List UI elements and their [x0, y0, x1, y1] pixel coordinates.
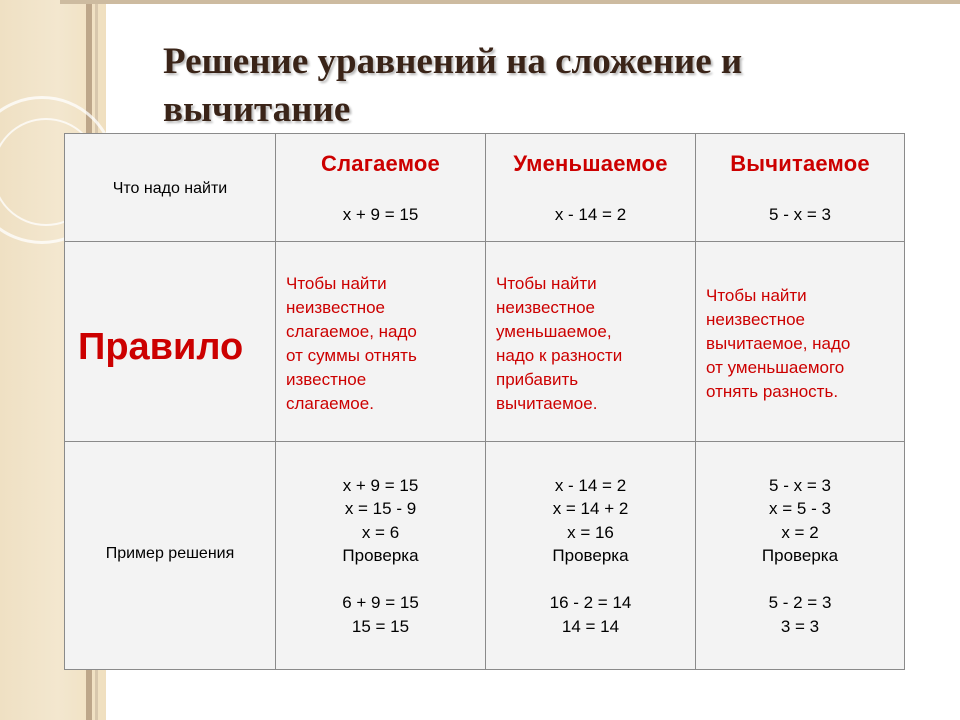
rule-line: отнять разность.: [706, 382, 839, 402]
cell-what-to-find: [65, 134, 276, 242]
cell-example-addend: [276, 441, 486, 669]
rule-line: вычитаемое.: [496, 394, 598, 414]
solution-line: Проверка: [761, 546, 839, 566]
solution-line: х = 2: [781, 522, 819, 542]
solution-line: 5 - 2 = 3: [768, 593, 832, 613]
rule-line: прибавить: [496, 370, 579, 390]
row-label-what-to-find: Что надо найти: [112, 180, 228, 197]
rule-line: Чтобы найти: [496, 274, 597, 294]
rule-line: известное: [286, 370, 367, 390]
solution-line: 3 = 3: [780, 616, 820, 636]
example-solution-addend: [276, 474, 485, 639]
column-header-addend: Слагаемое: [321, 151, 440, 176]
solution-line: 15 = 15: [351, 616, 410, 636]
column-header-minuend: Уменьшаемое: [513, 151, 668, 176]
rule-line: неизвестное: [706, 310, 806, 330]
solution-line: 5 - х = 3: [769, 475, 831, 495]
solution-line: х - 14 = 2: [554, 475, 627, 495]
example-solution-subtrahend: [696, 474, 904, 639]
solution-line: 6 + 9 = 15: [342, 593, 419, 613]
solution-line: [486, 568, 695, 592]
cell-minuend-header: [486, 134, 696, 242]
row-label-rule: Правило: [78, 326, 244, 369]
rule-line: Чтобы найти: [286, 274, 387, 294]
cell-rule-subtrahend: [696, 242, 905, 441]
rule-line: неизвестное: [286, 298, 386, 318]
rule-line: слагаемое, надо: [286, 322, 417, 342]
solution-line: х = 15 - 9: [344, 499, 417, 519]
rule-text-addend: [286, 272, 417, 416]
equation-minuend: х - 14 = 2: [554, 205, 627, 224]
solution-line: х = 6: [361, 522, 400, 542]
table-row-rule: [65, 242, 905, 441]
rule-text-minuend: [496, 272, 622, 416]
rule-line: от суммы отнять: [286, 346, 417, 366]
solution-line: Проверка: [342, 546, 419, 566]
rule-text-subtrahend: [706, 284, 850, 404]
rule-line: вычитаемое, надо: [706, 334, 851, 354]
cell-subtrahend-header: [696, 134, 905, 242]
cell-example-label: [65, 441, 276, 669]
solution-line: Проверка: [552, 546, 629, 566]
rule-line: Чтобы найти: [706, 286, 807, 306]
cell-addend-header: [276, 134, 486, 242]
equation-addend: х + 9 = 15: [342, 205, 419, 224]
rule-line: неизвестное: [496, 298, 596, 318]
equation-subtrahend: 5 - х = 3: [769, 205, 831, 224]
solution-line: х = 16: [567, 522, 614, 542]
slide-title: Решение уравнений на сложение и вычитание: [163, 41, 743, 130]
row-label-example: Пример решения: [105, 544, 235, 562]
column-header-subtrahend: Вычитаемое: [730, 151, 870, 176]
rule-line: слагаемое.: [286, 394, 374, 414]
table-row-example: [65, 441, 905, 669]
solution-line: х + 9 = 15: [342, 475, 419, 495]
solution-line: 14 = 14: [561, 616, 620, 636]
cell-rule-minuend: [486, 242, 696, 441]
table-row-header: [65, 134, 905, 242]
cell-rule-label: [65, 242, 276, 441]
example-solution-minuend: [486, 474, 695, 639]
solution-line: х = 14 + 2: [552, 499, 629, 519]
solution-line: х = 5 - 3: [769, 499, 831, 519]
solution-line: 16 - 2 = 14: [549, 593, 632, 613]
equations-table: [64, 133, 905, 670]
cell-rule-addend: [276, 242, 486, 441]
cell-example-minuend: [486, 441, 696, 669]
rule-line: уменьшаемое,: [496, 322, 612, 342]
cell-example-subtrahend: [696, 441, 905, 669]
rule-line: от уменьшаемого: [706, 358, 845, 378]
rule-line: надо к разности: [496, 346, 623, 366]
solution-line: [276, 568, 485, 592]
decorative-top-bar: [60, 0, 960, 4]
solution-line: [696, 568, 904, 592]
